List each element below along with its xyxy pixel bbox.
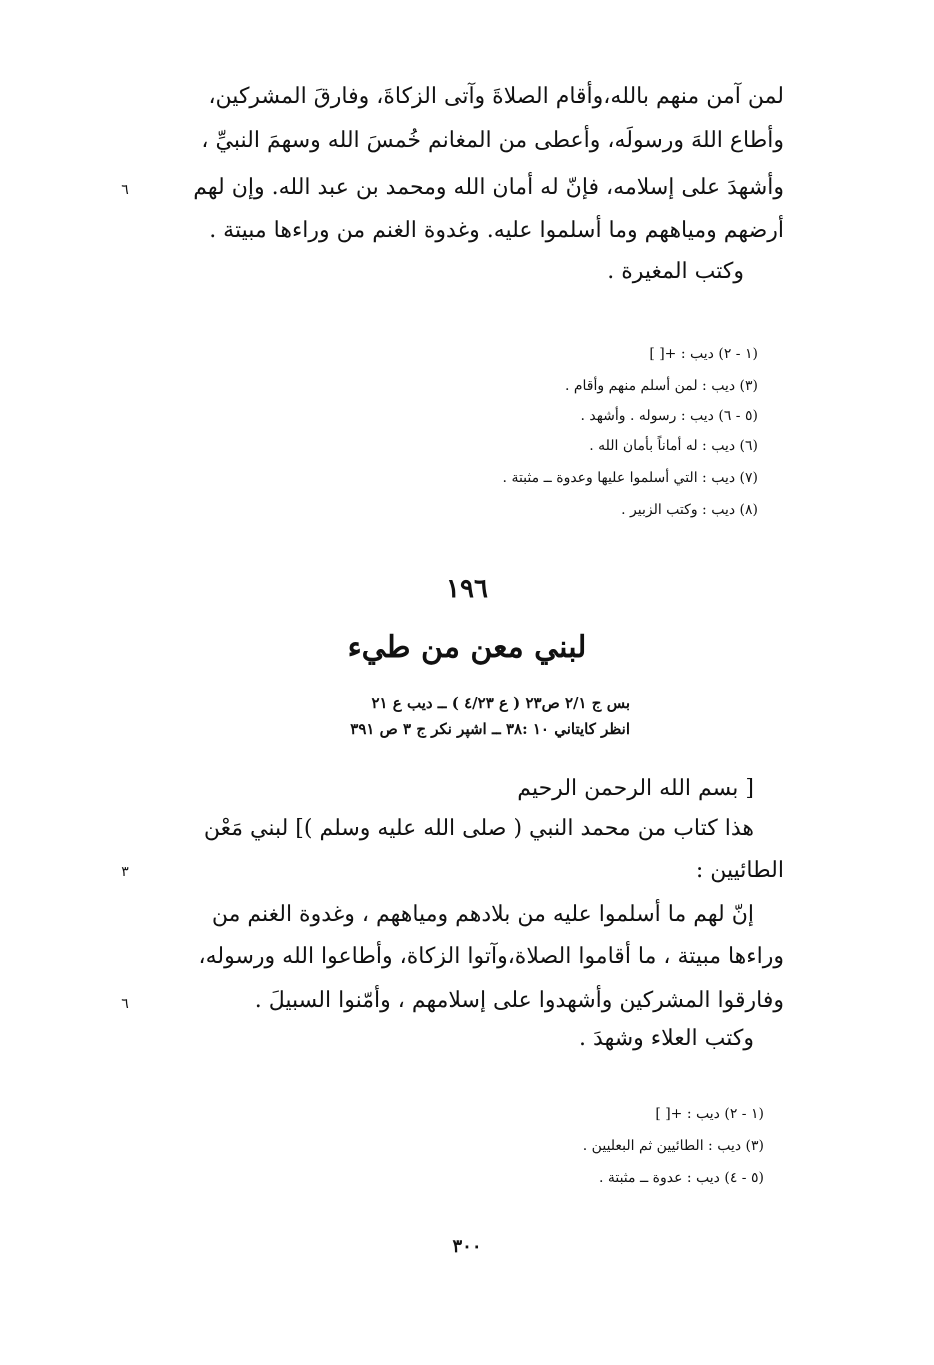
line-number: ٦ (121, 182, 129, 198)
footnote: (٧) ديب : التي أسلموا عليها وعدوة ــ مثبتة . (502, 470, 758, 486)
footnote: (٦) ديب : له أماناً بأمان الله . (589, 438, 758, 454)
text-line: وأشهدَ على إسلامه، فإنّ له أمان الله ومحمد بن عبد الله. وإن لهم (193, 175, 784, 200)
letter-number: ١٩٦ (446, 574, 488, 604)
footnote: (٥ - ٦) ديب : رسوله . وأشهد . (580, 408, 758, 424)
footnote: (١ - ٢) ديب : +[ ] (649, 346, 758, 362)
footnote: (٣) ديب : الطائيين ثم البعليين . (582, 1138, 764, 1154)
footnote: (٣) ديب : لمن أسلم منهم وأقام . (564, 378, 758, 394)
footnote: (٨) ديب : وكتب الزبير . (621, 502, 758, 518)
source-reference: انظر كايتاني ١٠ :٣٨ ــ اشپر نكر ج ٣ ص ٣٩١ (350, 720, 630, 738)
text-line: الطائيين : (695, 858, 784, 883)
text-line: وراءها مبيتة ، ما أقاموا الصلاة،وآتوا الزكاة، وأطاعوا الله ورسوله، (198, 944, 784, 969)
line-number: ٣ (121, 864, 129, 880)
text-line: أرضهم ومياههم وما أسلموا عليه. وغدوة الغنم من وراءها مبيتة . (209, 218, 784, 243)
text-line: هذا كتاب من محمد النبي ( صلى الله عليه وسلم )] لبني مَعْن (203, 816, 754, 841)
letter-title: لبني معن من طيء (347, 630, 587, 665)
footnote: (٥ - ٤) ديب : عدوة ــ مثبتة . (598, 1170, 764, 1186)
text-line: وأطاع اللهَ ورسولَه، وأعطى من المغانم خُمسَ الله وسهمَ النبيِّ ، (201, 128, 784, 153)
page-number: ٣٠٠ (452, 1236, 482, 1257)
text-line: وفارقوا المشركين وأشهدوا على إسلامهم ، وأمّنوا السبيلَ . (254, 988, 784, 1013)
text-line: وكتب المغيرة . (607, 259, 744, 284)
text-line: لمن آمن منهم بالله،وأقام الصلاةَ وآتى الزكاةَ، وفارقَ المشركين، (208, 84, 784, 109)
text-line: إنّ لهم ما أسلموا عليه من بلادهم ومياههم ، وغدوة الغنم من (211, 902, 754, 927)
source-reference: بس ج ٢/١ ص٢٣ ( ع ٤/٢٣ ) ــ ديب ع ٢١ (371, 694, 630, 712)
footnote: (١ - ٢) ديب : +[ ] (655, 1106, 764, 1122)
text-line: وكتب العلاء وشهدَ . (579, 1026, 754, 1051)
text-line: [ بسم الله الرحمن الرحيم (517, 776, 754, 801)
line-number: ٦ (121, 996, 129, 1012)
